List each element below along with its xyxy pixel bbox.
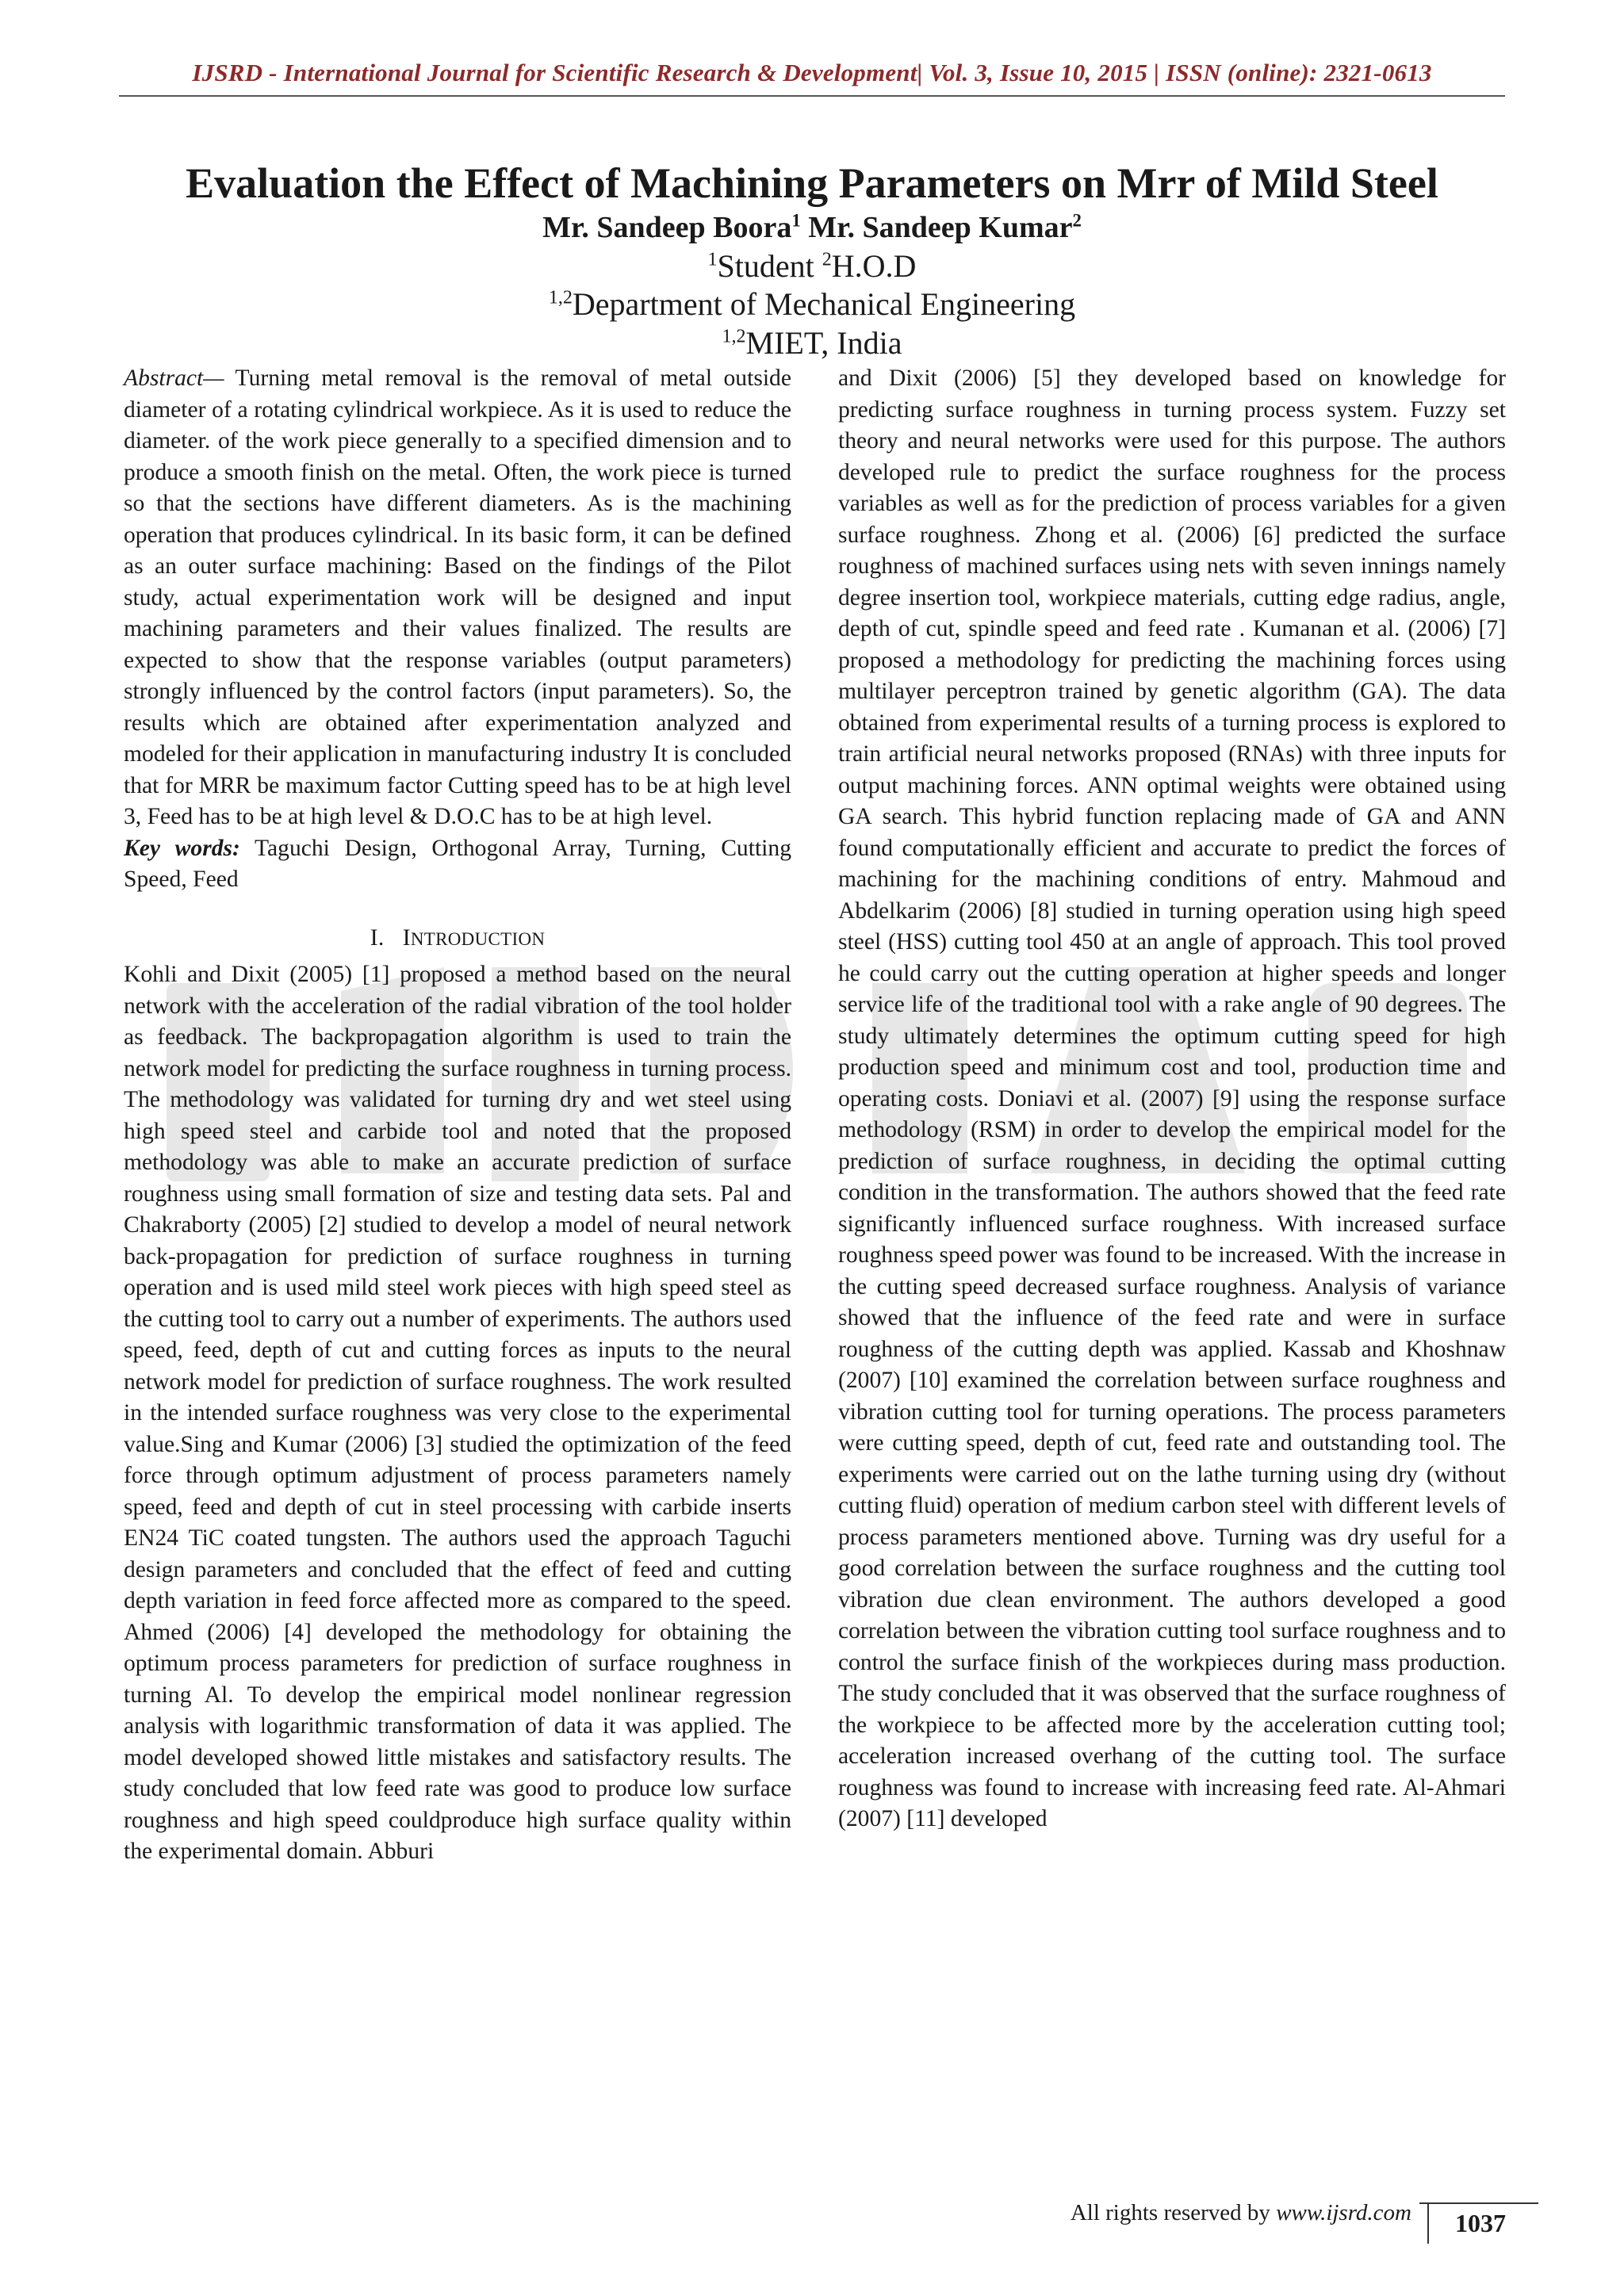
role-2-sup: 2 <box>822 249 832 270</box>
author-1-name: Mr. Sandeep Boora <box>542 211 792 245</box>
left-column <box>124 363 791 1868</box>
paper-title: Evaluation the Effect of Machining Parameters on Mrr of Mild Steel <box>186 159 1438 207</box>
abstract-paragraph <box>124 363 791 833</box>
footer-rights <box>991 2200 1411 2226</box>
running-head: IJSRD - International Journal for Scientific Research & Development| Vol. 3, Issue 10, 2015 | ISSN (online): 2321-0613 <box>192 59 1432 86</box>
right-column <box>838 363 1506 1835</box>
title-block <box>119 159 1505 363</box>
department: Department of Mechanical Engineering <box>572 286 1076 323</box>
introduction-text-right: and Dixit (2006) [5] they developed based on knowledge for predicting surface roughness in turning process system. Fuzzy set theory and neural networks were used for this purpose. The authors developed rule to predict the surface roughness for the process variables as well as for the prediction of process variables for a given surface roughness. Zhong et al. (2006) [6] predicted the surface roughness of machined surfaces using nets with seven innings namely degree insertion tool, workpiece materials, cutting edge radius, angle, depth of cut, spindle speed and feed rate . Kumanan et al. (2006) [7] proposed a methodology for predicting the machining forces using multilayer perceptron trained by genetic algorithm (GA). The data obtained from experimental results of a turning process is explored to train artificial neural networks proposed (RNAs) with three inputs for output machining forces. ANN optimal weights were obtained using GA search. This hybrid function replacing made of GA and ANN found computationally efficient and accurate to predict the forces of machining for the machining conditions of entry. Mahmoud and Abdelkarim (2006) [8] studied in turning operation using high speed steel (HSS) cutting tool 450 at an angle of approach. This tool proved he could carry out the cutting operation at higher speeds and longer service life of the traditional tool with a rake angle of 90 degrees. The study ultimately determines the optimum cutting speed for high production speed and minimum cost and tool, production time and operating costs. Doniavi et al. (2007) [9] using the response surface methodology (RSM) in order to develop the empirical model for the prediction of surface roughness, in deciding the optimal cutting condition in the transformation. The authors showed that the feed rate significantly influenced surface roughness. With increased surface roughness speed power was found to be increased. With the increase in the cutting speed decreased surface roughness. Analysis of variance showed that the influence of the feed rate and were in surface roughness of the cutting depth was applied. Kassab and Khoshnaw (2007) [10] examined the correlation between surface roughness and vibration cutting tool for turning operations. The process parameters were cutting speed, depth of cut, feed rate and outstanding tool. The experiments were carried out on the lathe turning using dry (without cutting fluid) operation of medium carbon steel with different levels of process parameters mentioned above. Turning was dry useful for a good correlation between the surface roughness and the cutting tool vibration due clean environment. The authors developed a good correlation between the vibration cutting tool surface roughness and to control the surface finish of the workpieces during mass production. The study concluded that it was observed that the surface roughness of the workpiece to be affected more by the acceleration cutting tool; acceleration increased overhang of the cutting tool. The surface roughness was found to increase with increasing feed rate. Al-Ahmari (2007) [11] developed <box>838 365 1506 1831</box>
keywords-text: Taguchi Design, Orthogonal Array, Turning, Cutting Speed, Feed <box>124 835 791 892</box>
affiliation-department <box>119 285 1505 324</box>
abstract-label: Abstract— <box>124 365 224 391</box>
section-title-rest: NTRODUCTION <box>410 928 546 949</box>
affiliation-roles <box>119 247 1505 286</box>
role-1: Student <box>717 247 822 284</box>
author-1-sup: 1 <box>791 210 801 231</box>
keywords-paragraph <box>124 833 791 896</box>
introduction-text-left: Kohli and Dixit (2005) [1] proposed a method based on the neural network with the acceleration of the radial vibration of the tool holder as feedback. The backpropagation algorithm is used to train the network model for predicting the surface roughness in turning process. The methodology was validated for turning dry and wet steel using high speed steel and carbide tool and noted that the proposed methodology was able to make an accurate prediction of surface roughness using small formation of size and testing data sets. Pal and Chakraborty (2005) [2] studied to develop a model of neural network back-propagation for prediction of surface roughness in turning operation and is used mild steel work pieces with high speed steel as the cutting tool to carry out a number of experiments. The authors used speed, feed, depth of cut and cutting forces as inputs to the neural network model for prediction of surface roughness. The work resulted in the intended surface roughness was very close to the experimental value.Sing and Kumar (2006) [3] studied the optimization of the feed force through optimum adjustment of process parameters namely speed, feed and depth of cut in steel processing with carbide inserts EN24 TiC coated tungsten. The authors used the approach Taguchi design parameters and concluded that the effect of feed and cutting depth variation in feed force affected more as compared to the speed. Ahmed (2006) [4] developed the methodology for obtaining the optimum process parameters for prediction of surface roughness in turning Al. To develop the empirical model nonlinear regression analysis with logarithmic transformation of data it was applied. The model developed showed little mistakes and satisfactory results. The study concluded that low feed rate was good to produce low surface roughness and high speed couldproduce high surface quality within the experimental domain. Abburi <box>124 962 791 1864</box>
institution-sup: 1,2 <box>722 326 746 347</box>
role-1-sup: 1 <box>707 249 718 270</box>
section-number: I. <box>370 924 385 951</box>
section-heading-introduction <box>124 923 791 955</box>
keywords-label: Key words: <box>124 835 240 861</box>
footer-site-link[interactable]: www.ijsrd.com <box>1276 2200 1411 2225</box>
section-title-initial: I <box>402 924 411 951</box>
institution: MIET, India <box>745 325 902 362</box>
abstract-text: Turning metal removal is the removal of metal outside diameter of a rotating cylindrical workpiece. As it is used to reduce the diameter. of the work piece generally to a specified dimension and to produce a smooth finish on the metal. Often, the work piece is turned so that the sections have different diameters. As is the machining operation that produces cylindrical. In its basic form, it can be defined as an outer surface machining: Based on the findings of the Pilot study, actual experimentation work will be designed and input machining parameters and their values finalized. The results are expected to show that the response variables (output parameters) strongly influenced by the control factors (input parameters). So, the results which are obtained after experimentation analyzed and modeled for their application in manufacturing industry It is concluded that for MRR be maximum factor Cutting speed has to be at high level 3, Feed has to be at high level & D.O.C has to be at high level. <box>124 365 791 829</box>
department-sup: 1,2 <box>548 288 573 309</box>
authors-line <box>119 209 1505 247</box>
footer-rights-text: All rights reserved by <box>1070 2200 1277 2225</box>
author-2-sup: 2 <box>1072 210 1082 231</box>
author-2-name: Mr. Sandeep Kumar <box>800 211 1073 245</box>
affiliation-institution <box>119 324 1505 363</box>
role-2: H.O.D <box>831 247 917 284</box>
header-rule <box>119 95 1505 97</box>
page-number: 1037 <box>1427 2202 1532 2244</box>
